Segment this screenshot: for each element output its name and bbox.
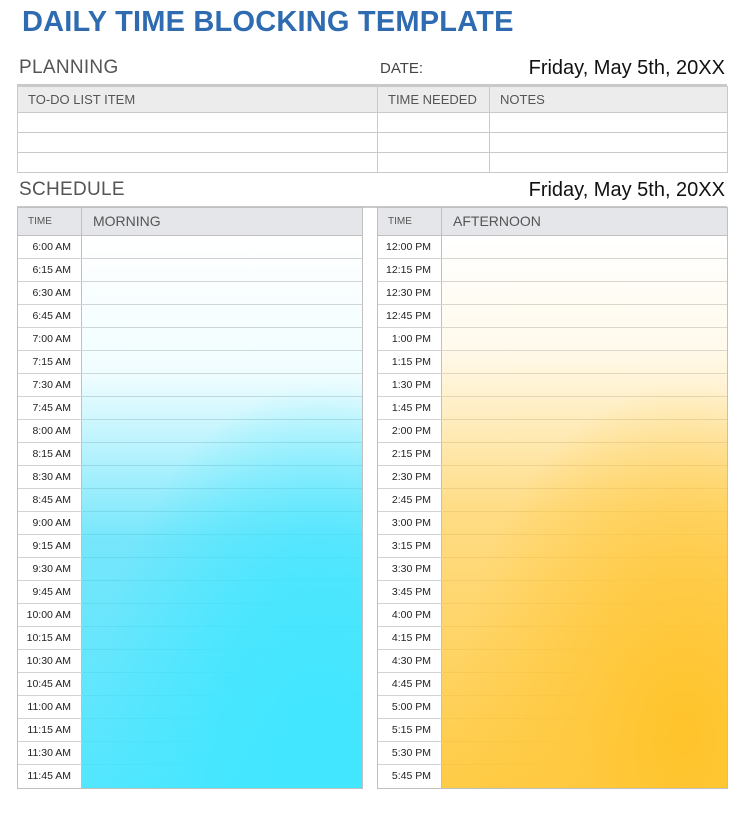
morning-time-block[interactable] [82, 765, 362, 788]
time-slot-label: 2:30 PM [378, 466, 442, 488]
time-slot-label: 3:30 PM [378, 558, 442, 580]
schedule-row [378, 236, 727, 259]
time-column-header: TIME [18, 208, 82, 235]
afternoon-time-block[interactable] [442, 443, 727, 465]
schedule-row [378, 259, 727, 282]
time-slot-label: 2:15 PM [378, 443, 442, 465]
schedule-row [18, 351, 362, 374]
morning-time-block[interactable] [82, 742, 362, 764]
time-slot-label: 4:30 PM [378, 650, 442, 672]
schedule-row [18, 374, 362, 397]
morning-time-block[interactable] [82, 328, 362, 350]
afternoon-time-block[interactable] [442, 489, 727, 511]
schedule-row [378, 627, 727, 650]
time-slot-label: 3:00 PM [378, 512, 442, 534]
time-slot-label: 5:45 PM [378, 765, 442, 788]
schedule-row [378, 374, 727, 397]
morning-time-block[interactable] [82, 443, 362, 465]
afternoon-time-block[interactable] [442, 673, 727, 695]
planning-table [17, 86, 728, 173]
schedule-row [378, 328, 727, 351]
schedule-row [18, 581, 362, 604]
morning-time-block[interactable] [82, 696, 362, 718]
planning-header-row [18, 87, 728, 113]
afternoon-time-block[interactable] [442, 719, 727, 741]
schedule-row [18, 305, 362, 328]
morning-time-block[interactable] [82, 397, 362, 419]
page-title: DAILY TIME BLOCKING TEMPLATE [22, 6, 514, 38]
afternoon-time-block[interactable] [442, 305, 727, 327]
time-slot-label: 5:00 PM [378, 696, 442, 718]
afternoon-time-block[interactable] [442, 236, 727, 258]
time-slot-label: 12:15 PM [378, 259, 442, 281]
time-needed-cell[interactable] [378, 113, 490, 133]
afternoon-time-block[interactable] [442, 535, 727, 557]
time-slot-label: 8:15 AM [18, 443, 82, 465]
time-slot-label: 12:00 PM [378, 236, 442, 258]
time-slot-label: 2:00 PM [378, 420, 442, 442]
schedule-row [18, 627, 362, 650]
planning-row [18, 153, 728, 173]
morning-time-block[interactable] [82, 259, 362, 281]
time-slot-label: 1:45 PM [378, 397, 442, 419]
afternoon-time-block[interactable] [442, 512, 727, 534]
schedule-row [18, 397, 362, 420]
schedule-row [378, 673, 727, 696]
time-slot-label: 4:45 PM [378, 673, 442, 695]
schedule-row [18, 604, 362, 627]
time-slot-label: 6:15 AM [18, 259, 82, 281]
time-slot-label: 4:15 PM [378, 627, 442, 649]
morning-time-block[interactable] [82, 719, 362, 741]
morning-time-block[interactable] [82, 650, 362, 672]
morning-header [18, 208, 362, 236]
schedule-row [378, 604, 727, 627]
afternoon-time-block[interactable] [442, 282, 727, 304]
afternoon-time-block[interactable] [442, 604, 727, 626]
planning-row [18, 133, 728, 153]
time-slot-label: 9:45 AM [18, 581, 82, 603]
time-slot-label: 4:00 PM [378, 604, 442, 626]
col-todo-item: TO-DO LIST ITEM [18, 87, 378, 113]
time-slot-label: 6:45 AM [18, 305, 82, 327]
afternoon-time-block[interactable] [442, 558, 727, 580]
schedule-row [18, 535, 362, 558]
schedule-row [378, 466, 727, 489]
schedule-row [18, 558, 362, 581]
planning-row [18, 113, 728, 133]
schedule-row [378, 282, 727, 305]
planning-label: PLANNING [19, 57, 119, 78]
morning-time-block[interactable] [82, 558, 362, 580]
time-slot-label: 9:30 AM [18, 558, 82, 580]
morning-schedule [17, 207, 363, 789]
morning-time-block[interactable] [82, 236, 362, 258]
time-slot-label: 11:30 AM [18, 742, 82, 764]
time-column-header: TIME [378, 208, 442, 235]
schedule-row [18, 328, 362, 351]
date-label: DATE: [380, 60, 424, 77]
time-slot-label: 7:00 AM [18, 328, 82, 350]
schedule-row [18, 765, 362, 788]
morning-time-block[interactable] [82, 282, 362, 304]
schedule-row [18, 236, 362, 259]
schedule-row [18, 673, 362, 696]
notes-cell[interactable] [490, 113, 728, 133]
time-slot-label: 5:15 PM [378, 719, 442, 741]
time-slot-label: 8:30 AM [18, 466, 82, 488]
schedule-row [18, 489, 362, 512]
notes-cell[interactable] [490, 153, 728, 173]
schedule-row [18, 719, 362, 742]
time-slot-label: 1:30 PM [378, 374, 442, 396]
todo-item-cell[interactable] [18, 133, 378, 153]
afternoon-column-header: AFTERNOON [453, 213, 541, 229]
time-slot-label: 8:45 AM [18, 489, 82, 511]
schedule-row [378, 558, 727, 581]
afternoon-time-block[interactable] [442, 374, 727, 396]
time-slot-label: 9:00 AM [18, 512, 82, 534]
schedule-row [378, 581, 727, 604]
afternoon-time-block[interactable] [442, 650, 727, 672]
time-slot-label: 1:00 PM [378, 328, 442, 350]
time-slot-label: 3:45 PM [378, 581, 442, 603]
morning-time-block[interactable] [82, 627, 362, 649]
schedule-row [378, 420, 727, 443]
afternoon-time-block[interactable] [442, 627, 727, 649]
planning-date-value[interactable]: Friday, May 5th, 20XX [528, 57, 725, 79]
time-slot-label: 6:00 AM [18, 236, 82, 258]
todo-item-cell[interactable] [18, 113, 378, 133]
afternoon-time-block[interactable] [442, 351, 727, 373]
time-slot-label: 7:15 AM [18, 351, 82, 373]
time-slot-label: 5:30 PM [378, 742, 442, 764]
notes-cell[interactable] [490, 133, 728, 153]
schedule-date-value[interactable]: Friday, May 5th, 20XX [528, 179, 725, 201]
time-slot-label: 2:45 PM [378, 489, 442, 511]
afternoon-header [378, 208, 727, 236]
afternoon-schedule [377, 207, 728, 789]
afternoon-time-block[interactable] [442, 765, 727, 788]
time-slot-label: 11:15 AM [18, 719, 82, 741]
schedule-row [18, 282, 362, 305]
time-slot-label: 1:15 PM [378, 351, 442, 373]
time-slot-label: 10:15 AM [18, 627, 82, 649]
afternoon-time-block[interactable] [442, 742, 727, 764]
morning-time-block[interactable] [82, 489, 362, 511]
schedule-row [378, 351, 727, 374]
time-slot-label: 11:45 AM [18, 765, 82, 788]
schedule-row [18, 512, 362, 535]
morning-time-block[interactable] [82, 466, 362, 488]
schedule-row [378, 719, 727, 742]
afternoon-time-block[interactable] [442, 420, 727, 442]
morning-time-block[interactable] [82, 374, 362, 396]
schedule-row [18, 466, 362, 489]
schedule-row [378, 489, 727, 512]
schedule-row [378, 696, 727, 719]
todo-item-cell[interactable] [18, 153, 378, 173]
col-notes: NOTES [490, 87, 728, 113]
schedule-row [378, 650, 727, 673]
afternoon-time-block[interactable] [442, 581, 727, 603]
schedule-row [18, 420, 362, 443]
morning-time-block[interactable] [82, 305, 362, 327]
schedule-label: SCHEDULE [19, 179, 125, 200]
time-slot-label: 10:45 AM [18, 673, 82, 695]
schedule-row [18, 443, 362, 466]
schedule-row [18, 650, 362, 673]
schedule-row [378, 765, 727, 788]
time-slot-label: 8:00 AM [18, 420, 82, 442]
afternoon-time-block[interactable] [442, 466, 727, 488]
schedule-row [378, 742, 727, 765]
time-slot-label: 6:30 AM [18, 282, 82, 304]
morning-time-block[interactable] [82, 673, 362, 695]
morning-time-block[interactable] [82, 535, 362, 557]
afternoon-time-block[interactable] [442, 397, 727, 419]
schedule-row [378, 443, 727, 466]
time-slot-label: 3:15 PM [378, 535, 442, 557]
time-slot-label: 7:30 AM [18, 374, 82, 396]
morning-time-block[interactable] [82, 604, 362, 626]
col-time-needed: TIME NEEDED [378, 87, 490, 113]
schedule-row [18, 259, 362, 282]
schedule-row [18, 742, 362, 765]
schedule-row [378, 397, 727, 420]
afternoon-time-block[interactable] [442, 259, 727, 281]
schedule-row [378, 305, 727, 328]
time-slot-label: 11:00 AM [18, 696, 82, 718]
time-slot-label: 12:30 PM [378, 282, 442, 304]
schedule-row [378, 512, 727, 535]
morning-time-block[interactable] [82, 581, 362, 603]
time-slot-label: 9:15 AM [18, 535, 82, 557]
morning-time-block[interactable] [82, 512, 362, 534]
schedule-row [18, 696, 362, 719]
schedule-row [378, 535, 727, 558]
time-needed-cell[interactable] [378, 153, 490, 173]
time-slot-label: 7:45 AM [18, 397, 82, 419]
time-slot-label: 10:30 AM [18, 650, 82, 672]
morning-column-header: MORNING [93, 213, 161, 229]
morning-time-block[interactable] [82, 351, 362, 373]
time-slot-label: 12:45 PM [378, 305, 442, 327]
afternoon-time-block[interactable] [442, 328, 727, 350]
time-needed-cell[interactable] [378, 133, 490, 153]
morning-time-block[interactable] [82, 420, 362, 442]
afternoon-time-block[interactable] [442, 696, 727, 718]
time-slot-label: 10:00 AM [18, 604, 82, 626]
